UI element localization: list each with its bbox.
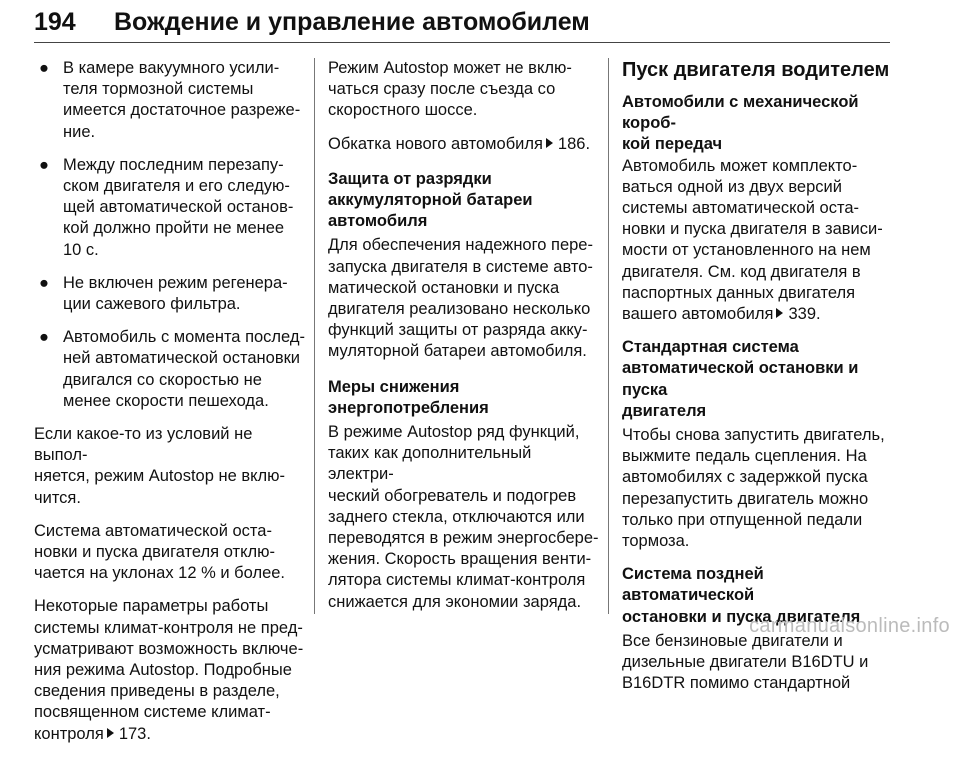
page-reference-arrow-icon <box>776 308 783 318</box>
paragraph: Режим Autostop может не вклю- чаться сразу после съезда со скоростного шоссе. <box>328 59 572 120</box>
page-header <box>34 6 890 43</box>
column-3 <box>622 58 894 706</box>
paragraph-text: Обкатка нового автомобиля <box>328 134 543 153</box>
page-reference-link[interactable]: 186. <box>557 134 591 153</box>
list-item <box>34 327 306 412</box>
section-subheading: Система поздней автоматической остановки и пуска двигателя <box>622 565 861 626</box>
section-subheading: Защита от разрядки аккумуляторной батареи автомобиля <box>328 169 533 231</box>
column-1 <box>34 58 306 757</box>
conditions-list <box>34 58 306 412</box>
column-2 <box>328 58 600 625</box>
list-item-text: Не включен режим регенера- ции сажевого фильтра. <box>63 273 288 314</box>
paragraph: Для обеспечения надежного пере- запуска двигателя в системе авто- матической остановки и пуска двигателя реализовано несколько функций защиты от разряда акку- муляторной батареи автомобиля. <box>328 236 593 361</box>
page-reference-arrow-icon <box>546 138 553 148</box>
bullet-icon: ● <box>39 328 49 347</box>
paragraph-with-ref <box>34 596 306 744</box>
column-divider <box>314 58 315 614</box>
paragraph: Если какое-то из условий не выпол- няется, режим Autostop не вклю- чится. <box>34 425 286 507</box>
paragraph: Система автоматической оста- новки и пуска двигателя отклю- чается на уклонах 12 % и более. <box>34 521 286 583</box>
list-item <box>34 273 306 315</box>
list-item <box>34 58 306 143</box>
paragraph: В режиме Autostop ряд функций, таких как дополнительный электри- ческий обогреватель и подогрев заднего стекла, отключаются или переводятся в режим энергосбере- жения. Скорость вращения венти- лятора системы климат-контроля снижается для экономии заряда. <box>328 423 599 611</box>
section-subheading: Меры снижения энергопотребления <box>328 377 489 417</box>
bullet-icon: ● <box>39 273 49 292</box>
list-item-text: Автомобиль с момента послед- ней автоматической остановки двигался со скоростью не менее скорости пешехода. <box>63 328 305 410</box>
bullet-icon: ● <box>39 155 49 174</box>
list-item-text: Между последним перезапу- ском двигателя и его следую- щей автоматической останов- кой должно пройти не менее 10 с. <box>63 155 294 259</box>
column-divider <box>608 58 609 614</box>
paragraph-with-ref <box>328 134 600 155</box>
section-heading: Пуск двигателя водителем <box>622 59 890 81</box>
page-reference-link[interactable]: 339. <box>788 305 821 324</box>
paragraph: Все бензиновые двигатели и дизельные двигатели B16DTU и B16DTR помимо стандартной <box>622 631 869 693</box>
watermark: carmanualsonline.info <box>749 615 950 637</box>
page-reference-arrow-icon <box>107 728 114 738</box>
paragraph-text: Некоторые параметры работы системы климат-контроля не пред- усматривают возможность включе- ния режима Autostop. Подробные сведения приведены в разделе, посвященном системе климат- контроля <box>34 597 304 743</box>
list-item <box>34 155 306 261</box>
section-subheading: Стандартная система автоматической остановки и пуска двигателя <box>622 338 859 420</box>
page-title: Вождение и управление автомобилем <box>114 8 590 36</box>
paragraph: Чтобы снова запустить двигатель, выжмите педаль сцепления. На автомобилях с задержкой пуска перезапустить двигатель можно только при отпущенной педали тормоза. <box>622 426 885 551</box>
page-number: 194 <box>34 8 76 36</box>
section-subheading: Автомобили с механической короб- кой передач <box>622 93 859 154</box>
paragraph-text: Автомобиль может комплекто- ваться одной из двух версий системы автоматической оста- новки и пуска двигателя в зависи- мости от установленного на нем двигателя. См. код двигателя в паспортных данных двигателя вашего автомобиля <box>622 156 883 324</box>
page-reference-link[interactable]: 173. <box>118 724 151 743</box>
paragraph-with-ref <box>622 156 894 326</box>
bullet-icon: ● <box>39 59 49 77</box>
list-item-text: В камере вакуумного усили- теля тормозной системы имеется достаточное разреже- ние. <box>63 59 301 141</box>
